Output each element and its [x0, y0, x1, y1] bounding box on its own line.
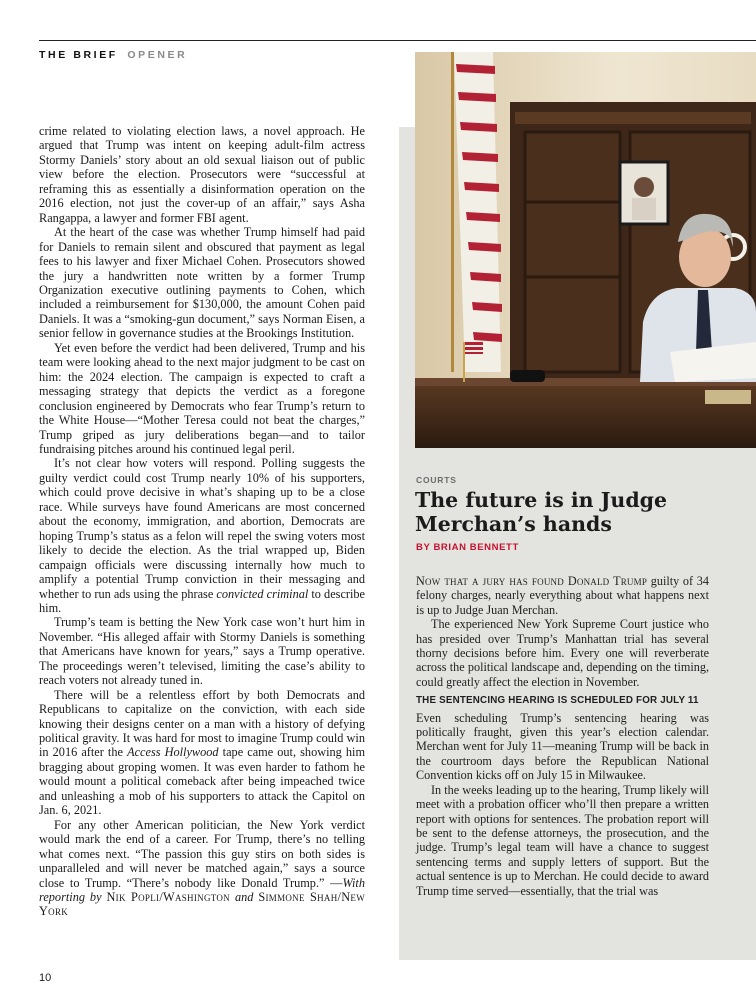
subhead: THE SENTENCING HEARING IS SCHEDULED FOR JULY 11	[416, 695, 699, 707]
top-rule	[39, 40, 756, 41]
main-article-column	[39, 124, 365, 919]
reporting-credit: With reporting by	[39, 875, 365, 905]
sidebar-headline: The future is in Judge Merchan’s hands	[415, 488, 668, 536]
paragraph: Trump’s team is betting the New York case won’t hurt him in November. “His alleged affair with Stormy Daniels is something that Americans have known for years,” says a Trump operative. The proceedings weren’t televised, limiting the case’s ability to reach voters not already tuned in.	[39, 615, 365, 688]
paragraph: Even scheduling Trump’s sentencing hearing was politically fraught, given this year’s election calendar. Merchan went for July 11—meaning Trump will be back in the courtroom days before the Republican National Convention kicks off on July 15 in Milwaukee.	[416, 710, 709, 783]
paragraph	[39, 818, 365, 919]
sidebar-article-column	[416, 574, 709, 898]
italic-phrase: Access Hollywood	[127, 745, 219, 760]
article-photo	[415, 52, 756, 448]
page-number: 10	[39, 972, 52, 984]
section-kicker: COURTS	[416, 475, 457, 485]
paragraph	[39, 456, 365, 615]
italic-phrase: convicted criminal	[216, 586, 309, 601]
paragraph-text: There will be a relentless effort by both Democrats and Republicans to capitalize on the conviction, with each side knowing their designs center on a man with a history of defying political gravity. It was hard for most to imagine Trump could win in 2016 after the	[39, 687, 365, 760]
and-word: and	[234, 890, 254, 905]
paragraph: In the weeks leading up to the hearing, Trump likely will meet with a probation officer who’ll then prepare a written report with options for sentences. The probation report will be sent to the defense attorneys, the prosecution, and the judge. Trump’s legal team will have a chance to suggest sentencing terms and supply letters of support. But the actual sentence is up to Merchan. He could decide to award Trump time served—essentially, that the trial was	[416, 782, 709, 898]
paragraph-text: to describe him.	[39, 586, 366, 615]
paragraph: At the heart of the case was whether Trump himself had paid for Daniels to remain silent and obscured that payment as legal fees to his lawyer and fixer Michael Cohen. Prosecutors showed the jury a handwritten note written by a former Trump Organization executive outlining payments to Cohen, which included a reimbursement for $130,000, the amount Cohen paid Daniels. It was a “smoking-gun document,” says Norman Eisen, a senior fellow in governance studies at the Brookings Institution.	[39, 225, 365, 341]
reporter-name: Simmone Shah/New York	[39, 890, 366, 919]
paragraph-text: For any other American politician, the New York verdict would mark the end of a career. For Trump, there’s no telling what comes next. “The passion this guy stirs on both sides is unparalleled and will never be matched again,” says a source close to Trump. “There’s nobody like Donald Trump.” —	[39, 817, 365, 890]
lead-in: Now that a jury has found Donald Trump	[416, 574, 648, 588]
section-subname: OPENER	[127, 49, 188, 61]
section-name: THE BRIEF	[39, 49, 118, 61]
paragraph-text: tape came out, showing him bragging about groping women. It was even harder to fathom he would mount a political comeback after being impeached twice and unleashing a mob of his supporters to attack the Capitol on Jan. 6, 2021.	[39, 745, 366, 818]
paragraph: crime related to violating election laws, a novel approach. He argued that Trump was intent on keeping adult-film actress Stormy Daniels’ story about an old sexual liaison out of public view before the election. Prosecutors were “successful at reframing this as essentially a disinformation operation on the 2016 election, not just the cover-up of an affair,” says Asha Rangappa, a lawyer and former FBI agent.	[39, 124, 365, 225]
byline: BY BRIAN BENNETT	[416, 542, 519, 553]
paragraph-text: guilty of 34 felony charges, nearly everything about what happens next is up to Judge Juan Merchan.	[416, 574, 709, 617]
paragraph	[39, 688, 365, 818]
paragraph: Yet even before the verdict had been delivered, Trump and his team were looking ahead to the next major judgment to be cast on him: the 2024 election. The campaign is expected to craft a messaging strategy that depicts the verdict as a foregone conclusion engineered by Democrats who fear Trump’s return to the White House—“Mother Teresa could not beat the charges,” Trump griped as jury deliberations began—and to tailor fundraising pitches around his continued legal peril.	[39, 340, 365, 456]
reporter-name: Nik Popli/Washington	[106, 890, 230, 905]
section-label	[39, 49, 187, 61]
paragraph	[416, 574, 709, 617]
paragraph: The experienced New York Supreme Court justice who has presided over Trump’s Manhattan trial has several thorny decisions before him. Every one will reverberate across the political landscape and, depending on the timing, could greatly affect the election in November.	[416, 617, 709, 689]
paragraph-text: It’s not clear how voters will respond. Polling suggests the guilty verdict could cost Trump nearly 10% of his supporters, which could prove decisive in what’s shaping up to be a close race. While surveys have found Americans are most concerned about the economy, immigration, and abortion, Democrats are hoping Trump’s status as a felon will repel the swing voters most likely to decide the election. As the trial wrapped up, Biden campaign officials were discussing internally how much to amplify a potential Trump conviction in their messaging and whether to run ads using the phrase	[39, 456, 365, 601]
